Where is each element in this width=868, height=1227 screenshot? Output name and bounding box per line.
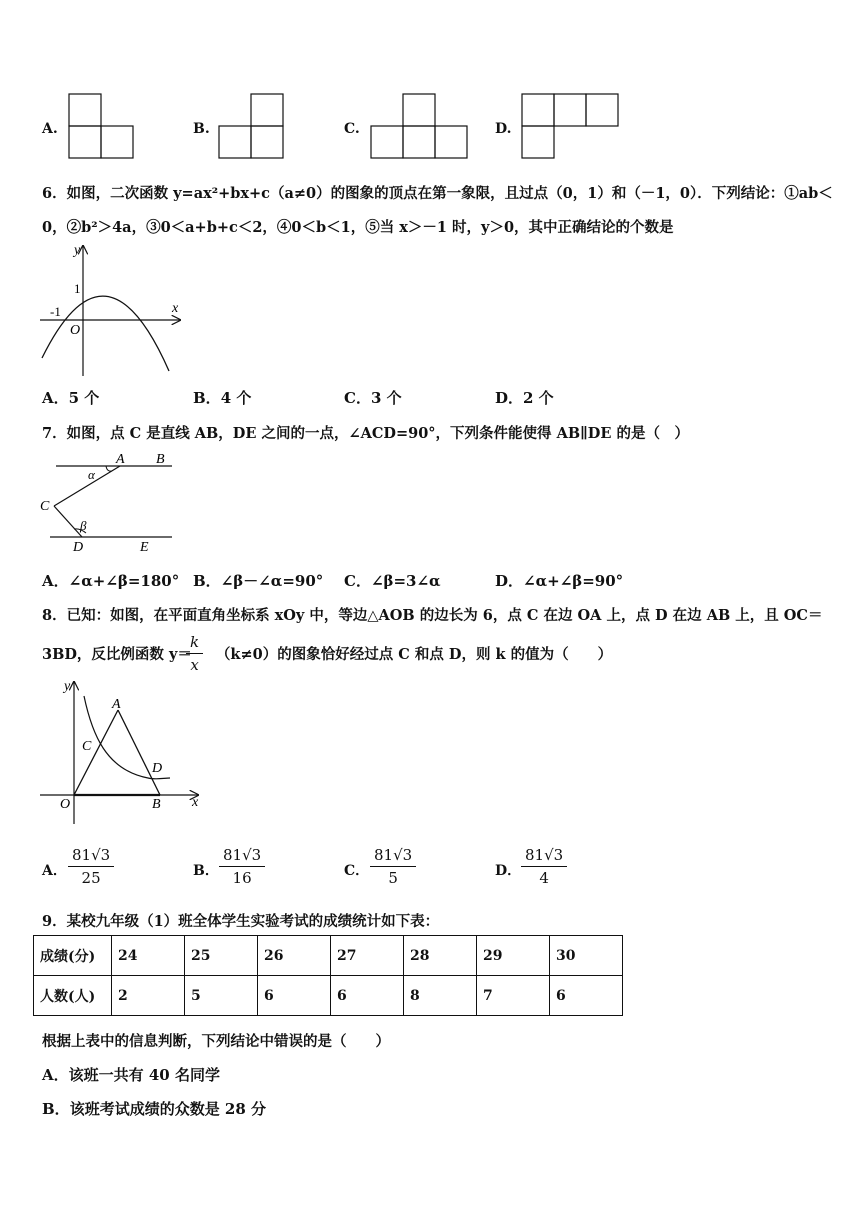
q5-option-c-net (370, 93, 468, 159)
q8-option-d-fraction (521, 846, 567, 887)
q9-cell: 8 (404, 976, 477, 1016)
q8-option-c-label: C． (344, 863, 370, 879)
q8-option-c-den: 5 (388, 869, 398, 887)
q8-option-c-fraction (370, 846, 416, 887)
q6-neg-one-label: -1 (50, 304, 61, 319)
q8-segment-ab (118, 710, 163, 795)
q7-angle-alpha-arc (106, 466, 112, 471)
q8-stem-line2-pre: 3BD，反比例函数 y＝ (42, 646, 192, 663)
q8-option-a-den: 25 (81, 869, 101, 887)
q8-option-d-label: D． (495, 863, 522, 879)
q6-option-c-text: 3 个 (370, 389, 402, 407)
q7-option-b (193, 570, 323, 591)
q8-stem-line2 (42, 643, 612, 664)
q8-point-d: D (152, 761, 163, 776)
q5-option-d-label: D. (495, 121, 512, 137)
q9-table-row-count (34, 976, 623, 1016)
q8-segment-oa (74, 710, 118, 795)
q9-score-table (33, 935, 623, 1016)
q5-option-d-net (521, 93, 619, 159)
q6-stem-line1: 6．如图，二次函数 y=ax²+bx+c（a≠0）的图象的顶点在第一象限，且过点（0，1）和（－1，0）．下列结论：①ab＜ (42, 185, 833, 202)
q5-option-b-label: B. (193, 121, 210, 137)
q8-option-c-num: 81√3 (370, 846, 416, 867)
q7-parallel-lines-figure (36, 446, 186, 558)
q8-triangle-hyperbola-figure (36, 674, 206, 826)
q8-stem-line1: 8．已知：如图，在平面直角坐标系 xOy 中，等边△AOB 的边长为 6，点 C 在边 OA 上，点 D 在边 AB 上，且 OC＝ (42, 607, 823, 624)
q7-option-c-label: C． (344, 572, 371, 590)
q7-point-a: A (116, 452, 125, 467)
q6-option-b (193, 387, 251, 408)
q6-parabola-curve (42, 296, 169, 371)
q7-option-b-label: B． (193, 572, 221, 590)
q6-y-label: y (74, 243, 81, 258)
q8-option-d-den: 4 (539, 869, 549, 887)
q8-option-d-num: 81√3 (521, 846, 567, 867)
q7-point-d: D (73, 540, 84, 555)
q9-cell: 6 (331, 976, 404, 1016)
q8-stem-fraction (186, 633, 203, 674)
q6-x-label: x (172, 301, 179, 316)
q6-one-label: 1 (74, 281, 81, 296)
q9-option-a (42, 1064, 220, 1085)
q9-cell: 6 (258, 976, 331, 1016)
q9-cell: 29 (477, 936, 550, 976)
q7-option-a-text: ∠α+∠β=180° (68, 572, 180, 590)
q9-question: 根据上表中的信息判断，下列结论中错误的是（ ） (42, 1033, 390, 1050)
q8-option-b-num: 81√3 (219, 846, 265, 867)
q6-parabola-graph (36, 238, 186, 378)
q8-fraction-num: k (186, 633, 203, 654)
q8-x-label: x (192, 795, 199, 810)
q9-cell-count-header: 人数(人) (34, 976, 112, 1016)
q7-option-d-text: ∠α+∠β=90° (523, 572, 624, 590)
q7-option-a (42, 570, 179, 591)
q8-origin-label: O (60, 797, 71, 812)
q9-cell: 2 (112, 976, 185, 1016)
q7-option-b-text: ∠β－∠α=90° (220, 572, 324, 590)
q6-option-c (344, 387, 402, 408)
q7-beta-label: β (80, 518, 87, 533)
q9-option-b (42, 1098, 266, 1119)
q6-option-c-label: C． (344, 389, 371, 407)
q9-option-a-label: A． (42, 1066, 69, 1084)
q7-option-d-label: D． (495, 572, 524, 590)
q9-cell: 30 (550, 936, 623, 976)
q5-option-a-label: A. (42, 121, 58, 137)
q7-point-c: C (40, 499, 50, 514)
q9-cell: 6 (550, 976, 623, 1016)
q8-point-c: C (82, 739, 92, 754)
q5-option-a-net (68, 93, 134, 159)
q9-cell: 24 (112, 936, 185, 976)
q6-option-b-text: 4 个 (220, 389, 252, 407)
q8-option-a-label: A． (42, 863, 67, 879)
q9-stem: 9．某校九年级（1）班全体学生实验考试的成绩统计如下表： (42, 913, 440, 930)
q9-cell: 26 (258, 936, 331, 976)
q9-cell: 5 (185, 976, 258, 1016)
q9-cell: 28 (404, 936, 477, 976)
q7-option-d (495, 570, 623, 591)
q6-option-d-text: 2 个 (523, 389, 554, 407)
q9-cell: 7 (477, 976, 550, 1016)
q8-point-a: A (112, 697, 121, 712)
q9-cell-score-header: 成绩(分) (34, 936, 112, 976)
q7-segment-ca (54, 466, 120, 506)
q9-cell: 25 (185, 936, 258, 976)
q5-option-b-net (218, 93, 284, 159)
q7-stem: 7．如图，点 C 是直线 AB，DE 之间的一点，∠ACD=90°，下列条件能使得 AB∥DE 的是（ ） (42, 425, 689, 442)
q7-segment-cd (54, 506, 82, 537)
q8-option-a-fraction (68, 846, 114, 887)
q8-stem-line2-post: （k≠0）的图象恰好经过点 C 和点 D，则 k 的值为（ ） (215, 646, 613, 663)
q9-option-b-label: B． (42, 1100, 70, 1118)
q8-option-a-num: 81√3 (68, 846, 114, 867)
q8-y-label: y (64, 679, 71, 694)
q7-point-e: E (140, 540, 149, 555)
q6-stem-line2: 0，②b²＞4a，③0＜a+b+c＜2，④0＜b＜1，⑤当 x＞－1 时，y＞0，其中正确结论的个数是 (42, 219, 674, 236)
q7-point-b: B (156, 452, 165, 467)
q7-option-c (344, 570, 441, 591)
q6-option-b-label: B． (193, 389, 221, 407)
q6-option-a-label: A． (42, 389, 69, 407)
q8-point-b: B (152, 797, 161, 812)
q5-option-c-label: C. (344, 121, 360, 137)
q7-alpha-label: α (88, 467, 95, 482)
q8-option-b-label: B． (193, 863, 219, 879)
q8-option-b-fraction (219, 846, 265, 887)
q9-cell: 27 (331, 936, 404, 976)
q9-table-row-score (34, 936, 623, 976)
q7-option-a-label: A． (42, 572, 69, 590)
q9-option-b-text: 该班考试成绩的众数是 28 分 (69, 1100, 267, 1118)
q6-option-d (495, 387, 554, 408)
q9-option-a-text: 该班一共有 40 名同学 (68, 1066, 220, 1084)
q6-option-d-label: D． (495, 389, 524, 407)
q8-option-b-den: 16 (232, 869, 252, 887)
q7-option-c-text: ∠β=3∠α (370, 572, 441, 590)
q8-fraction-den: x (190, 656, 199, 674)
q6-option-a-text: 5 个 (68, 389, 100, 407)
q6-option-a (42, 387, 99, 408)
q6-origin-label: O (70, 323, 81, 338)
